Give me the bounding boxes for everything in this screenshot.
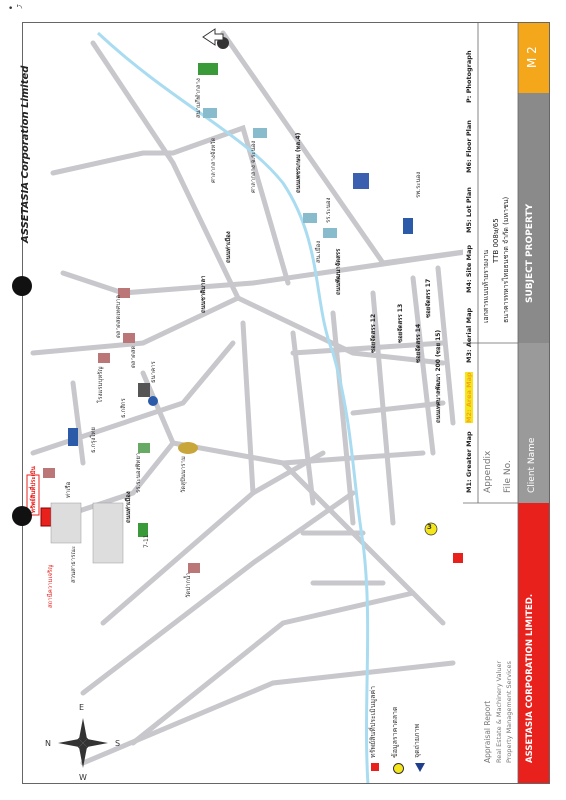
map-label-tha-mueang: ถนนท่าเมือง xyxy=(225,231,232,263)
title-block xyxy=(463,23,550,784)
field-client-name: Client Name xyxy=(527,437,537,493)
map-label-ktb: ธ.กรุงไทย xyxy=(90,427,97,453)
subject-line-3: เอกสารแนบท้ายรายงาน xyxy=(482,249,490,323)
map-index-m4: M4: Site Map xyxy=(465,244,473,293)
legend-item-subject xyxy=(371,763,379,773)
road xyxy=(63,273,123,293)
building-icon xyxy=(138,383,150,397)
compass-w: W xyxy=(79,773,87,782)
map-index-m6: M6: Floor Plan xyxy=(465,120,473,173)
red-square-icon xyxy=(371,763,379,771)
road xyxy=(223,33,493,263)
subject-heading: SUBJECT PROPERTY xyxy=(525,203,535,303)
legend-item-market xyxy=(393,763,404,776)
service-line-1: Appraisal Report xyxy=(483,700,492,763)
service-line-3: Property Management Services xyxy=(505,661,513,763)
road xyxy=(243,323,253,493)
map-label-temple: วัดสุปันนาราม xyxy=(180,456,187,493)
road xyxy=(333,313,353,523)
road xyxy=(73,383,83,463)
map-label-soi15: ถนนเทศบาลพัฒนา 200 (ซอย 15) xyxy=(435,329,442,423)
map-label-petchkasem-road: ถนนเพชรเกษม (ทล.4) xyxy=(295,132,302,193)
map-label-city-hall: ศาลากลาง จ.ระนอง xyxy=(250,140,257,193)
bank-icon xyxy=(68,428,78,446)
flag-icon xyxy=(353,173,369,189)
map-label-park: สวนสาธารณะ xyxy=(70,545,77,583)
map-label-wat2: วัดปากน้ำ xyxy=(185,572,192,598)
building-icon xyxy=(303,213,317,223)
map-sheet xyxy=(22,22,550,784)
map-label-chat-rd: ถนนชาติมาลา xyxy=(200,275,207,313)
map-index-m2: M2: Area Map xyxy=(465,372,473,423)
map-label-soi17: ซอยจัดสรร 17 xyxy=(425,278,432,318)
map-index-m5: M5: Lot Plan xyxy=(465,187,473,233)
compass xyxy=(45,703,121,782)
map-label-provincial-hall: ศาลากลางจังหวัด xyxy=(210,137,217,183)
legend-label-photo: จุดถ่ายภาพ xyxy=(413,723,421,758)
map-label-seven: 7-11 xyxy=(143,534,150,548)
map-label-stadium: สนามกีฬากลาง xyxy=(195,78,202,118)
building-icon xyxy=(403,218,413,234)
legend-label-market: ข้อมูลราคาตลาด xyxy=(391,706,399,758)
map-label-pier: ท่าเรือ xyxy=(65,481,72,498)
map-label-market2: ตลาดสด xyxy=(130,345,137,368)
header-brand: ASSETASIA Corporation Limited xyxy=(20,65,31,243)
map-index-p: P: Photograph xyxy=(465,50,473,103)
building-icon xyxy=(253,128,267,138)
road xyxy=(53,153,173,173)
temple-icon xyxy=(178,442,198,454)
map-label-school2: รร.ระนองพิทยา xyxy=(135,452,142,493)
map-label-hotel: โรงแรมบุหรัญ xyxy=(97,366,104,403)
legend-item-photo xyxy=(415,763,425,774)
service-line-2: Real Estate & Machinery Valuer xyxy=(495,660,503,763)
map-label-market-number: 3 xyxy=(427,523,432,531)
map-label-soi12: ซอยจัดสรร 12 xyxy=(370,313,377,353)
subject-line-1: ธนาคารทหารไทยธนชาต จำกัด (มหาชน) xyxy=(502,196,510,323)
map-label-soi-road: ถนนพัฒนาจัดสรร xyxy=(335,248,342,295)
map-pin-icon xyxy=(148,396,158,406)
map-label-subject2: สถานีความเจริญ xyxy=(47,564,54,608)
yellow-circle-icon xyxy=(393,763,404,774)
punch-hole xyxy=(12,276,32,296)
subject-property-marker xyxy=(41,508,51,526)
map-label-soi14: ซอยจัดสรร 14 xyxy=(415,323,422,363)
shop-icon xyxy=(43,468,55,478)
map-label-soi13: ซอยจัดสรร 13 xyxy=(397,303,404,343)
building-blocks xyxy=(51,503,123,563)
map-code: M 2 xyxy=(525,46,539,68)
market-icon xyxy=(98,353,110,363)
building-icon xyxy=(323,228,337,238)
map-label-subject: ทรัพย์สินที่ประเมิน xyxy=(30,466,37,513)
market-icon xyxy=(123,333,135,343)
stadium-icon xyxy=(198,63,218,75)
map-label-kasikorn: ธ.กสิกร xyxy=(120,398,127,418)
punch-hole xyxy=(12,506,32,526)
map-label-bank: ธนาคาร xyxy=(150,361,157,383)
legend-label-subject: ทรัพย์สินที่ประเมินมูลค่า xyxy=(369,685,377,758)
compass-e: E xyxy=(79,703,85,712)
corner-mark: • '◝ xyxy=(8,4,23,14)
compass-n: N xyxy=(45,739,51,748)
compass-s: S xyxy=(115,739,121,748)
map-index-m3: M3: Aerial Map xyxy=(465,307,473,363)
map-label-school: รร.ระนอง xyxy=(325,197,332,223)
map-label-police: สน.เมือง xyxy=(315,240,322,263)
road xyxy=(93,43,443,363)
river xyxy=(98,33,368,784)
subject-line-2: TTB 008ษ/65 xyxy=(492,218,500,263)
market-icon xyxy=(138,443,150,453)
field-file-no: File No. xyxy=(503,460,513,493)
company-name: ASSETASIA CORPORATION LIMITED. xyxy=(525,593,535,763)
camera-point-icon xyxy=(415,763,425,772)
field-appendix: Appendix xyxy=(483,450,493,493)
map-label-tongwon: ถนนท่าเมือง xyxy=(125,491,132,523)
compass-rose-icon xyxy=(53,713,113,773)
map-label-market: ตลาดสดเทศบาล xyxy=(115,294,122,338)
building-icon xyxy=(203,108,217,118)
map-label-hospital: รพ.ระนอง xyxy=(415,171,422,198)
map-index-m1: M1: Greater Map xyxy=(465,431,473,493)
